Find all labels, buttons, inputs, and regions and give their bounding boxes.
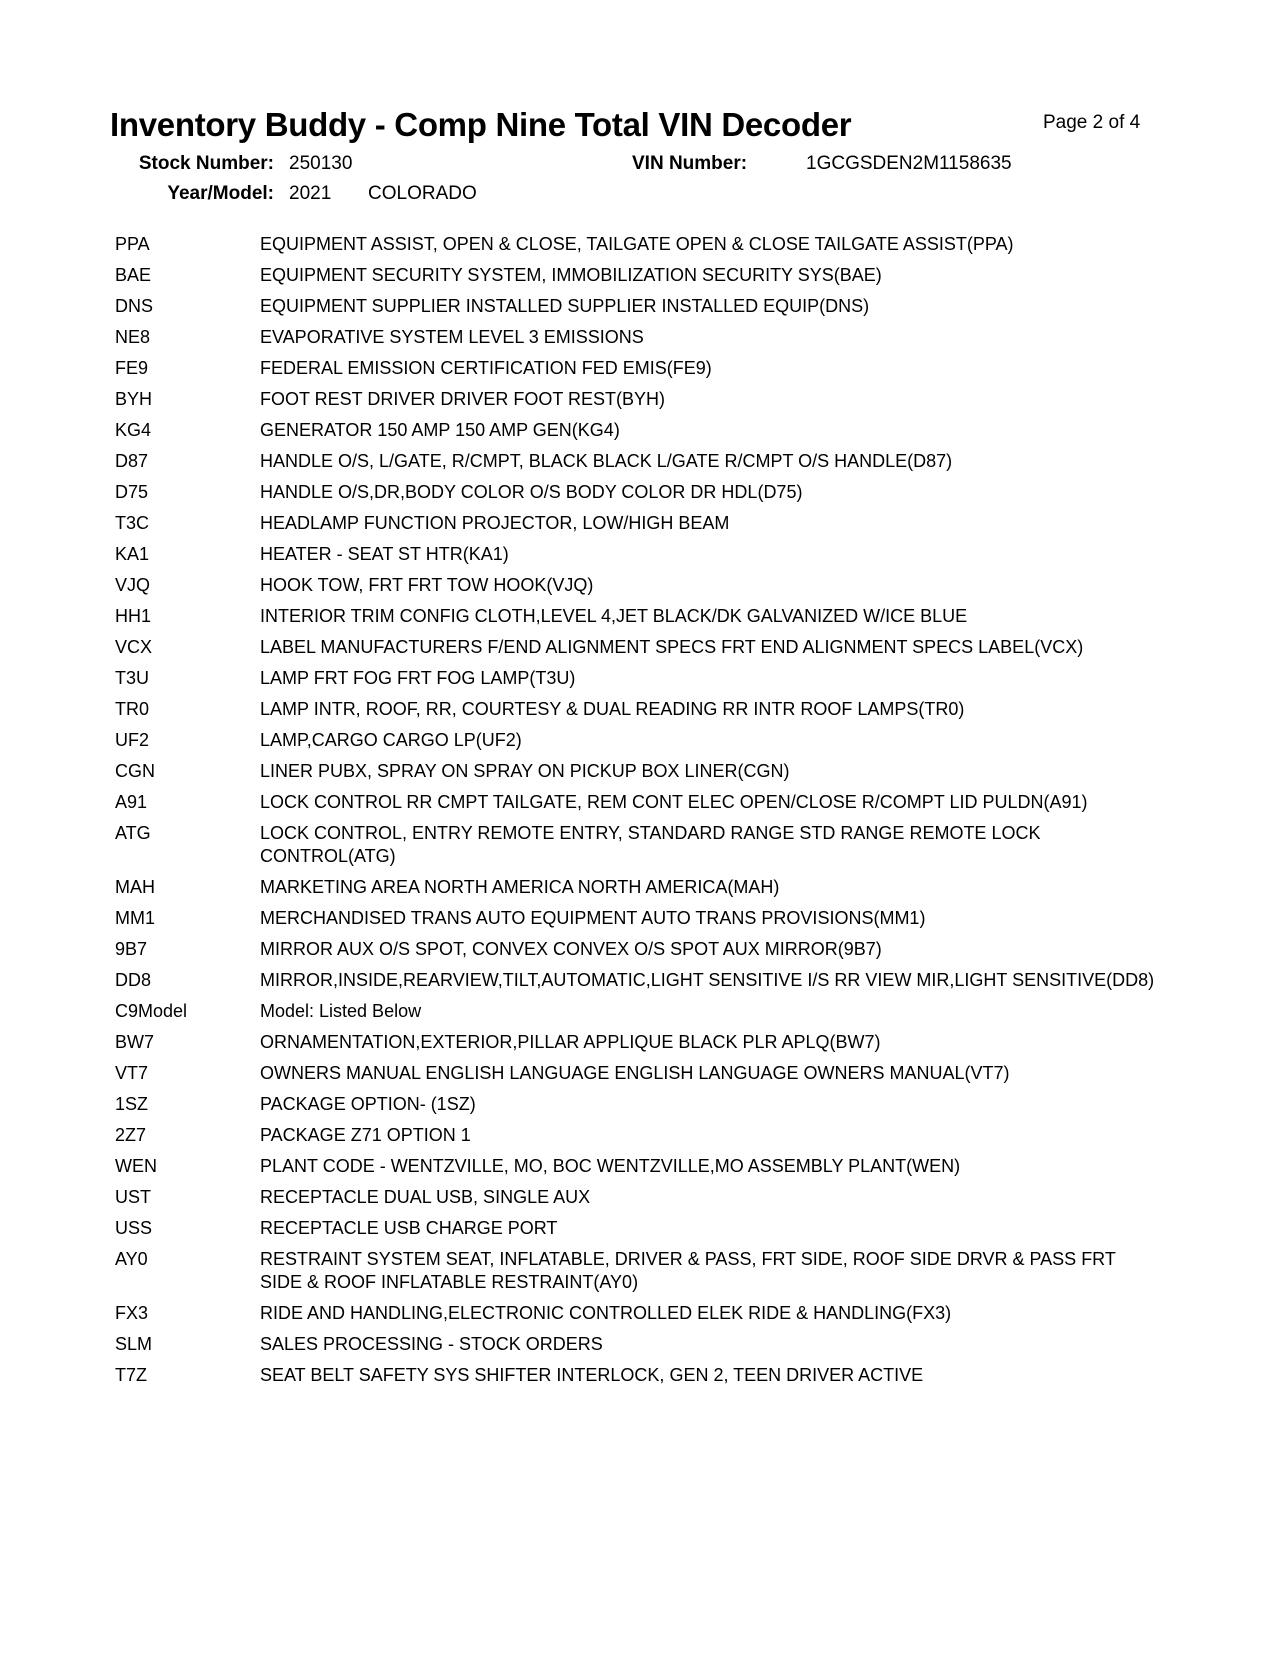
- option-row: [115, 357, 1180, 380]
- stock-number-label: Stock Number:: [138, 153, 274, 174]
- option-code: NE8: [115, 327, 151, 347]
- option-description: LOCK CONTROL RR CMPT TAILGATE, REM CONT ELEC OPEN/CLOSE R/COMPT LID PULDN(A91): [260, 792, 1088, 812]
- option-description: PLANT CODE - WENTZVILLE, MO, BOC WENTZVILLE,MO ASSEMBLY PLANT(WEN): [260, 1156, 961, 1176]
- option-description: FEDERAL EMISSION CERTIFICATION FED EMIS(FE9): [260, 358, 712, 378]
- option-row: [115, 969, 1180, 992]
- option-code: HH1: [115, 606, 152, 626]
- option-code: T3C: [115, 513, 150, 533]
- option-description: OWNERS MANUAL ENGLISH LANGUAGE ENGLISH LANGUAGE OWNERS MANUAL(VT7): [260, 1063, 1010, 1083]
- option-row: [115, 1186, 1180, 1209]
- option-description: EVAPORATIVE SYSTEM LEVEL 3 EMISSIONS: [260, 327, 644, 347]
- option-code: KA1: [115, 544, 150, 564]
- option-row: [115, 1031, 1180, 1054]
- option-code: MAH: [115, 877, 155, 897]
- option-row: [115, 907, 1180, 930]
- option-code: VCX: [115, 637, 153, 657]
- option-row: [115, 264, 1180, 287]
- option-code: D75: [115, 482, 149, 502]
- option-description: RECEPTACLE USB CHARGE PORT: [260, 1218, 558, 1238]
- option-description: HANDLE O/S, L/GATE, R/CMPT, BLACK BLACK L/GATE R/CMPT O/S HANDLE(D87): [260, 451, 953, 471]
- option-code: BYH: [115, 389, 153, 409]
- option-description: LAMP INTR, ROOF, RR, COURTESY & DUAL READING RR INTR ROOF LAMPS(TR0): [260, 699, 965, 719]
- model-value: COLORADO: [368, 183, 477, 204]
- option-row: [115, 233, 1180, 256]
- option-row: [115, 1248, 1180, 1294]
- option-description: INTERIOR TRIM CONFIG CLOTH,LEVEL 4,JET BLACK/DK GALVANIZED W/ICE BLUE: [260, 606, 968, 626]
- option-code: MM1: [115, 908, 155, 928]
- option-code: AY0: [115, 1249, 148, 1269]
- option-description: FOOT REST DRIVER DRIVER FOOT REST(BYH): [260, 389, 666, 409]
- option-row: [115, 605, 1180, 628]
- option-code: FE9: [115, 358, 149, 378]
- option-description: MIRROR,INSIDE,REARVIEW,TILT,AUTOMATIC,LIGHT SENSITIVE I/S RR VIEW MIR,LIGHT SENSITIVE(DD8): [260, 970, 1155, 990]
- option-code: USS: [115, 1218, 153, 1238]
- option-code: PPA: [115, 234, 150, 254]
- option-description: LOCK CONTROL, ENTRY REMOTE ENTRY, STANDARD RANGE STD RANGE REMOTE LOCK CONTROL(ATG): [260, 823, 1041, 866]
- option-description: SALES PROCESSING - STOCK ORDERS: [260, 1334, 603, 1354]
- option-description: Model: Listed Below: [260, 1001, 422, 1021]
- option-description: HEADLAMP FUNCTION PROJECTOR, LOW/HIGH BEAM: [260, 513, 730, 533]
- option-row: [115, 938, 1180, 961]
- option-description: LAMP,CARGO CARGO LP(UF2): [260, 730, 522, 750]
- year-model-label: Year/Model:: [167, 183, 274, 204]
- page-number: Page 2 of 4: [1043, 112, 1141, 133]
- option-row: [115, 636, 1180, 659]
- option-row: [115, 419, 1180, 442]
- option-row: [115, 1124, 1180, 1147]
- option-code: 2Z7: [115, 1125, 147, 1145]
- option-row: [115, 1062, 1180, 1085]
- option-description: HOOK TOW, FRT FRT TOW HOOK(VJQ): [260, 575, 594, 595]
- option-code-list: [115, 233, 1180, 1395]
- option-code: T7Z: [115, 1365, 148, 1385]
- option-row: [115, 481, 1180, 504]
- option-description: RESTRAINT SYSTEM SEAT, INFLATABLE, DRIVER & PASS, FRT SIDE, ROOF SIDE DRVR & PASS FRT SIDE & ROOF INFLATABLE RESTRAINT(AY0): [260, 1249, 1116, 1292]
- option-code: 1SZ: [115, 1094, 149, 1114]
- page-title: Inventory Buddy - Comp Nine Total VIN Decoder: [110, 106, 852, 143]
- year-value: 2021: [289, 183, 332, 204]
- option-code: DD8: [115, 970, 152, 990]
- option-code: UF2: [115, 730, 150, 750]
- option-row: [115, 876, 1180, 899]
- option-row: [115, 574, 1180, 597]
- option-code: FX3: [115, 1303, 149, 1323]
- option-row: [115, 512, 1180, 535]
- option-description: LABEL MANUFACTURERS F/END ALIGNMENT SPECS FRT END ALIGNMENT SPECS LABEL(VCX): [260, 637, 1084, 657]
- option-row: [115, 698, 1180, 721]
- option-code: ATG: [115, 823, 151, 843]
- option-code: T3U: [115, 668, 150, 688]
- option-row: [115, 1155, 1180, 1178]
- option-row: [115, 543, 1180, 566]
- option-row: [115, 667, 1180, 690]
- option-code: SLM: [115, 1334, 153, 1354]
- option-row: [115, 729, 1180, 752]
- option-description: PACKAGE Z71 OPTION 1: [260, 1125, 471, 1145]
- option-description: RECEPTACLE DUAL USB, SINGLE AUX: [260, 1187, 591, 1207]
- vin-number-value: 1GCGSDEN2M1158635: [806, 153, 1012, 174]
- option-code: BW7: [115, 1032, 155, 1052]
- option-row: [115, 326, 1180, 349]
- option-code: CGN: [115, 761, 155, 781]
- option-description: HEATER - SEAT ST HTR(KA1): [260, 544, 509, 564]
- option-row: [115, 450, 1180, 473]
- option-code: TR0: [115, 699, 150, 719]
- option-code: KG4: [115, 420, 152, 440]
- option-description: RIDE AND HANDLING,ELECTRONIC CONTROLLED ELEK RIDE & HANDLING(FX3): [260, 1303, 952, 1323]
- option-code: DNS: [115, 296, 154, 316]
- option-row: [115, 791, 1180, 814]
- option-code: WEN: [115, 1156, 157, 1176]
- option-description: MIRROR AUX O/S SPOT, CONVEX CONVEX O/S SPOT AUX MIRROR(9B7): [260, 939, 882, 959]
- option-row: [115, 295, 1180, 318]
- option-code: BAE: [115, 265, 152, 285]
- option-code: D87: [115, 451, 149, 471]
- option-row: [115, 822, 1180, 868]
- vin-number-label: VIN Number:: [632, 153, 748, 174]
- option-row: [115, 1333, 1180, 1356]
- option-description: LINER PUBX, SPRAY ON SPRAY ON PICKUP BOX LINER(CGN): [260, 761, 790, 781]
- option-code: A91: [115, 792, 148, 812]
- option-row: [115, 1217, 1180, 1240]
- stock-number-value: 250130: [289, 153, 353, 174]
- option-code: C9Model: [115, 1001, 188, 1021]
- option-description: ORNAMENTATION,EXTERIOR,PILLAR APPLIQUE BLACK PLR APLQ(BW7): [260, 1032, 881, 1052]
- option-code: VJQ: [115, 575, 151, 595]
- option-description: HANDLE O/S,DR,BODY COLOR O/S BODY COLOR DR HDL(D75): [260, 482, 803, 502]
- option-code: VT7: [115, 1063, 149, 1083]
- option-description: EQUIPMENT SUPPLIER INSTALLED SUPPLIER INSTALLED EQUIP(DNS): [260, 296, 870, 316]
- option-row: [115, 1093, 1180, 1116]
- option-row: [115, 1000, 1180, 1023]
- option-description: EQUIPMENT ASSIST, OPEN & CLOSE, TAILGATE OPEN & CLOSE TAILGATE ASSIST(PPA): [260, 234, 1014, 254]
- option-description: PACKAGE OPTION- (1SZ): [260, 1094, 476, 1114]
- option-row: [115, 388, 1180, 411]
- option-row: [115, 1364, 1180, 1387]
- option-code: 9B7: [115, 939, 148, 959]
- option-code: UST: [115, 1187, 151, 1207]
- option-description: LAMP FRT FOG FRT FOG LAMP(T3U): [260, 668, 576, 688]
- option-description: EQUIPMENT SECURITY SYSTEM, IMMOBILIZATION SECURITY SYS(BAE): [260, 265, 882, 285]
- option-row: [115, 760, 1180, 783]
- option-description: MARKETING AREA NORTH AMERICA NORTH AMERICA(MAH): [260, 877, 780, 897]
- option-description: GENERATOR 150 AMP 150 AMP GEN(KG4): [260, 420, 620, 440]
- option-row: [115, 1302, 1180, 1325]
- option-description: MERCHANDISED TRANS AUTO EQUIPMENT AUTO TRANS PROVISIONS(MM1): [260, 908, 926, 928]
- option-description: SEAT BELT SAFETY SYS SHIFTER INTERLOCK, GEN 2, TEEN DRIVER ACTIVE: [260, 1365, 924, 1385]
